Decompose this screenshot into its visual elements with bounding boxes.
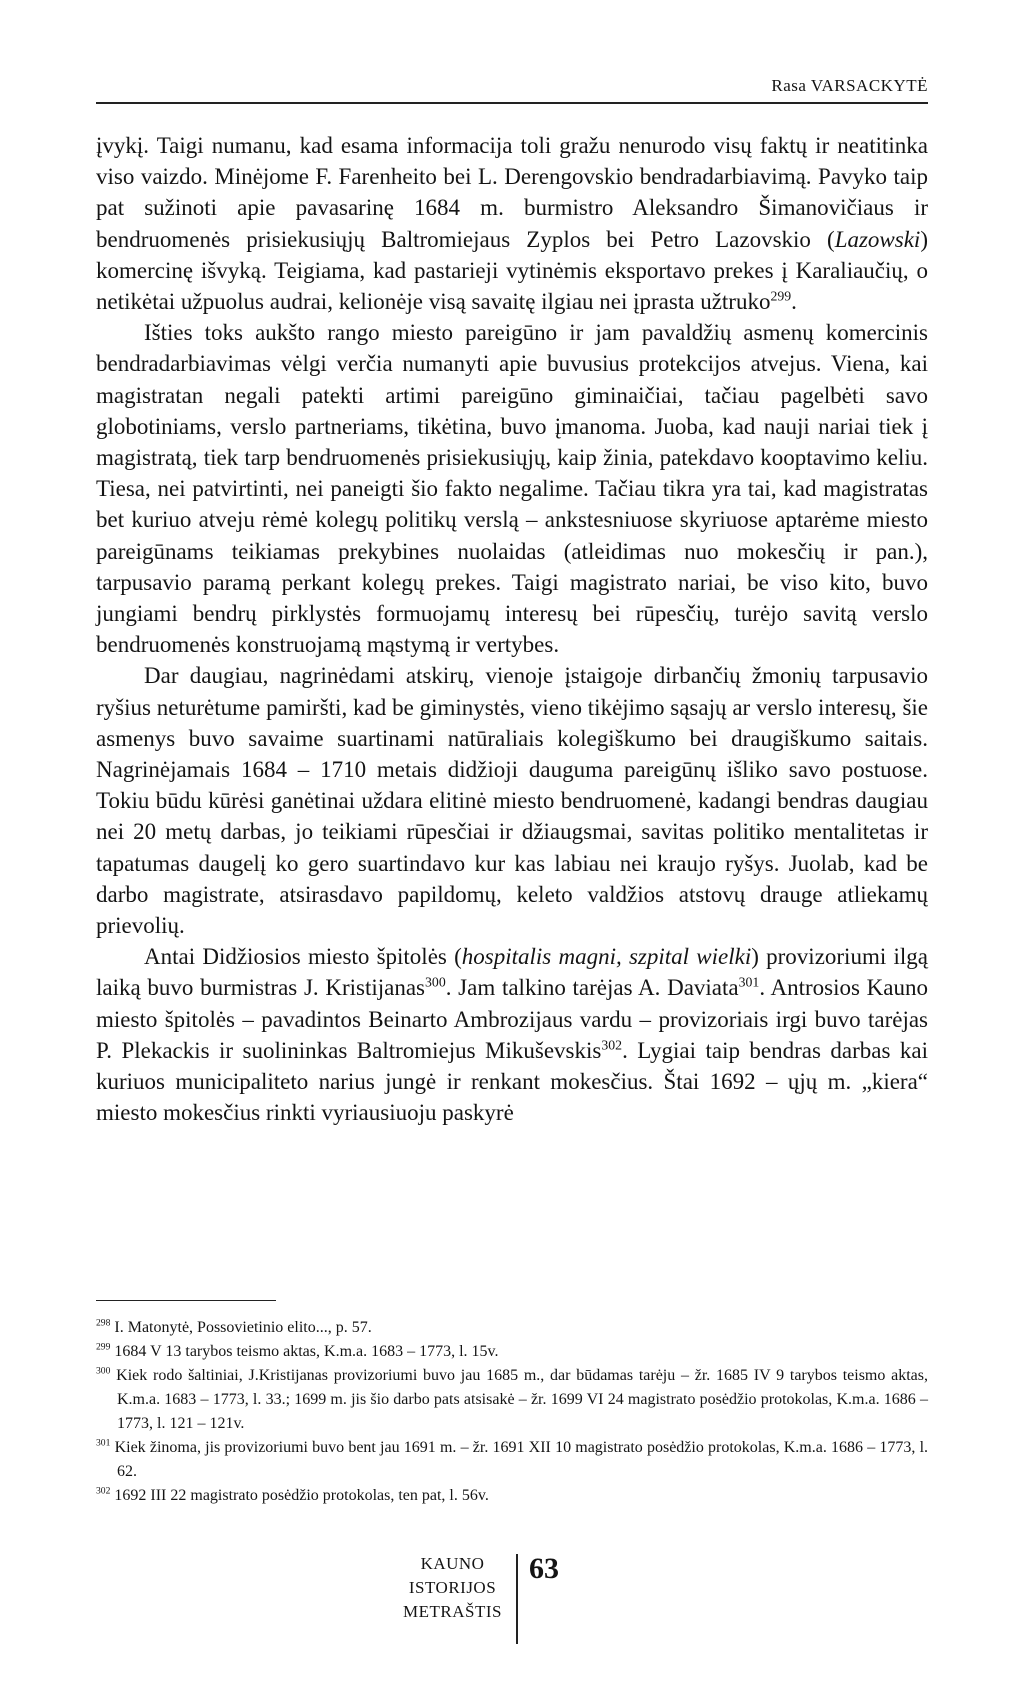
journal-title-line-3: METRAŠTIS	[403, 1602, 502, 1621]
footnote-number: 302	[96, 1485, 111, 1497]
page-number: 63	[529, 1552, 559, 1585]
paragraph-3: Dar daugiau, nagrinėdami atskirų, vienoje įstaigoje dirbančių žmonių tarpusavio ryšius neturėtume pamiršti, kad be giminystės, vieno tikėjimo sąsajų ar verslo interesų, šie asmenys buvo savaime suartinami natūraliais kolegiškumo bei draugiškumo saitais. Nagrinėjamais 1684 – 1710 metais didžioji dauguma pareigūnų išliko savo postuose. Tokiu būdu kūrėsi ganėtinai uždara elitinė miesto bendruomenė, kadangi bendras daugiau nei 20 metų darbas, jo teikiami rūpesčiai ir džiaugsmai, savitas politiko mentalitetas ir tapatumas daugelį ko gero suartindavo kur kas labiau nei kraujo ryšys. Juolab, kad be darbo magistrate, atsirasdavo papildomų, keleto valdžios atstovų drauge atliekamų prievolių.	[96, 663, 928, 939]
journal-title	[403, 1552, 502, 1624]
footnote-ref-302: 302	[601, 1037, 623, 1053]
paragraph-4-text-b: ) provizoriumi ilgą laiką buvo burmistras J. Kristijanas	[96, 944, 928, 1001]
journal-title-line-2: ISTORIJOS	[408, 1578, 497, 1597]
footnote-number: 300	[96, 1365, 111, 1377]
paragraph-4-italic: hospitalis magni, szpital wielki	[461, 944, 752, 970]
header-rule	[96, 102, 928, 104]
paragraph-1-text-c: .	[791, 289, 797, 315]
paragraph-2: Išties toks aukšto rango miesto pareigūno ir jam pavaldžių asmenų komercinis bendradarbiavimas vėlgi verčia numanyti apie buvusius protekcijos atvejus. Viena, kai magistratan negali patekti artimi pareigūno giminaičiai, tačiau pagelbėti savo globotiniams, verslo partneriams, tikėtina, buvo įmanoma. Juoba, kad nauji nariai tiek į magistratą, tiek tarp bendruomenės prisiekusiųjų, kaip žinia, patekdavo kooptavimo keliu. Tiesa, nei patvirtinti, nei paneigti šio fakto negalime. Tačiau tikra yra tai, kad magistratas bet kuriuo atveju rėmė kolegų politikų verslą – ankstesniuose skyriuose aptarėme miesto pareigūnams teikiamas prekybines nuolaidas (atleidimas nuo mokesčių ir pan.), tarpusavio paramą perkant kolegų prekes. Taigi magistrato nariai, be viso kito, buvo jungiami bendrų pirklystės formuojamų interesų bei rūpesčių, turėjo savitą verslo bendruomenės konstruojamą mąstymą ir vertybes.	[96, 320, 928, 658]
paragraph-4-text-e: . Lygiai taip bendras darbas kai kuriuos municipaliteto narius jungė ir renkant mokesčius. Štai 1692 – ųjų m. „kiera“ miesto mokesčius rinkti vyriausiuoju paskyrė	[96, 1037, 928, 1126]
footnote-text: 1692 III 22 magistrato posėdžio protokolas, ten pat, l. 56v.	[114, 1487, 489, 1504]
footnote-ref-301: 301	[738, 974, 760, 990]
footnote-text: Kiek rodo šaltiniai, J.Kristijanas provizoriumi buvo jau 1685 m., dar būdamas tarėju – žr. 1685 IV 9 tarybos teismo aktas, K.m.a. 1683 – 1773, l. 33.; 1699 m. jis šio darbo pats atsisakė – žr. 1699 VI 24 magistrato posėdžio protokolas, K.m.a. 1686 – 1773, l. 121 – 121v.	[116, 1367, 929, 1432]
paragraph-4-text-c: . Jam talkino tarėjas A. Daviata	[445, 975, 739, 1001]
running-header-author: Rasa VARSACKYTĖ	[771, 76, 928, 95]
footnote-number: 299	[96, 1341, 111, 1353]
footnote-ref-300: 300	[425, 974, 446, 990]
footnote-300	[96, 1364, 928, 1436]
journal-title-line-1: KAUNO	[420, 1554, 485, 1573]
footnote-text: Kiek žinoma, jis provizoriumi buvo bent jau 1691 m. – žr. 1691 XII 10 magistrato posėdžio protokolas, K.m.a. 1686 – 1773, l. 62.	[114, 1439, 929, 1480]
footnote-number: 301	[96, 1437, 111, 1449]
paragraph-1-text-b: ) komercinę išvyką. Teigiama, kad pastarieji vytinėmis eksportavo prekes į Karaliaučių, o netikėtai užpuolus audrai, kelionėje visą savaitę ilgiau nei įprasta užtruko	[96, 226, 928, 315]
paragraph-4-text-d: . Antrosios Kauno miesto špitolės – pavadintos Beinarto Ambrozijaus vardu – provizoriais irgi buvo tarėjas P. Plekackis ir suolininkas Baltromiejus Mikuševskis	[96, 975, 928, 1063]
footnote-ref-299: 299	[770, 288, 792, 304]
footnote-299	[96, 1340, 928, 1364]
footnotes	[96, 1316, 928, 1508]
footnote-text: 1684 V 13 tarybos teismo aktas, K.m.a. 1683 – 1773, l. 15v.	[114, 1343, 499, 1360]
paragraph-4-text-a: Antai Didžiosios miesto špitolės (	[144, 944, 462, 970]
paragraph-1-italic: Lazowski	[834, 226, 921, 252]
paragraph-1-text-a: įvykį. Taigi numanu, kad esama informacija toli gražu nenurodo visų faktų ir neatitinka viso vaizdo. Minėjome F. Farenheito bei L. Derengovskio bendradarbiavimą. Pavyko taip pat sužinoti apie pavasarinę 1684 m. burmistro Aleksandro Šimanovičiaus ir bendruomenės prisiekusiųjų Baltromiejaus Zyplos bei Petro Lazovskio (	[96, 133, 928, 252]
footnote-rule	[96, 1300, 276, 1301]
footnote-text: I. Matonytė, Possovietinio elito..., p. 57.	[114, 1319, 372, 1336]
paragraph-1	[96, 130, 928, 317]
paragraph-4	[96, 941, 928, 1128]
footer-divider	[516, 1554, 518, 1644]
footnote-298	[96, 1316, 928, 1340]
footnote-302	[96, 1484, 928, 1508]
footnote-301	[96, 1436, 928, 1484]
main-text	[96, 130, 928, 1129]
footnote-number: 298	[96, 1317, 111, 1329]
